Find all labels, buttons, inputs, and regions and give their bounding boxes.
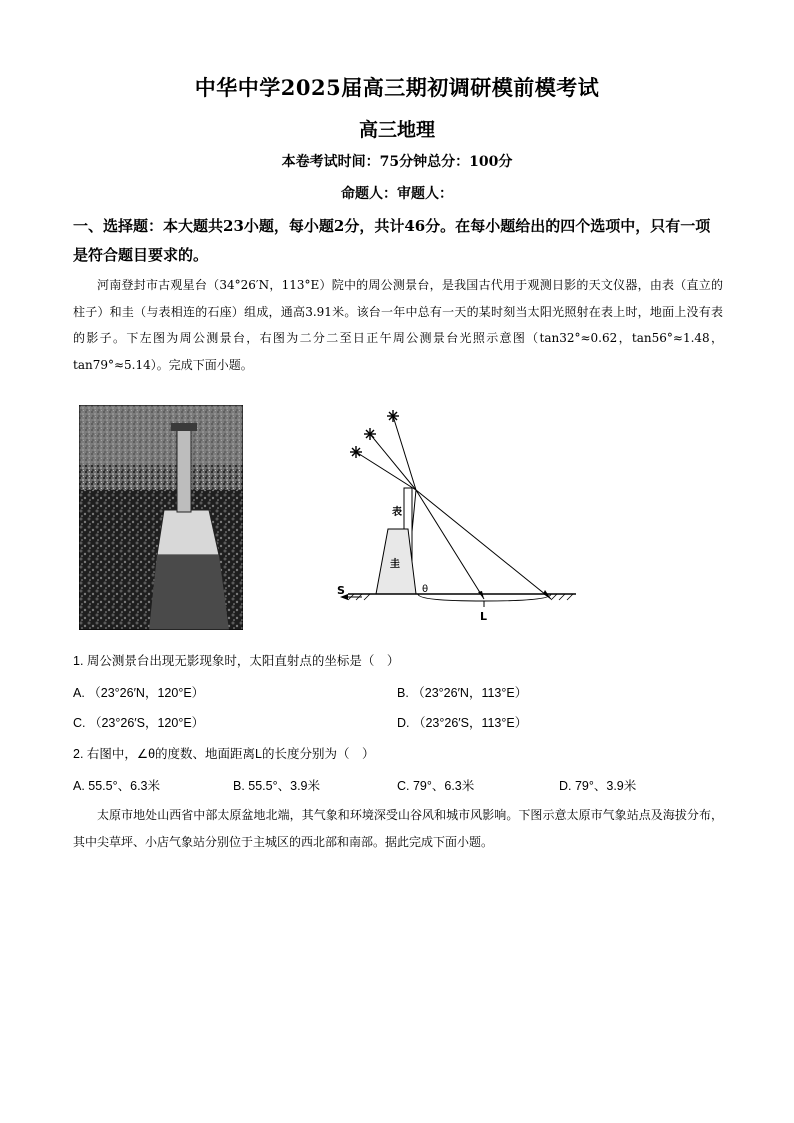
passage-taiyuan: 太原市地处山西省中部太原盆地北端，其气象和环境深受山谷风和城市风影响。下图示意太原市气象站点及海拔分布，其中尖草坪、小店气象站分别位于主城区的西北部和南部。据此完成下面小题。 [73, 808, 723, 849]
passage-observatory: 河南登封市古观星台（34°26′N，113°E）院中的周公测景台，是我国古代用于观测日影的天文仪器，由表（直立的柱子）和圭（与表相连的石座）组成，通高3.91米。该台一年中总有一天的某时刻当太阳光照射在表上时，地面上没有表的影子。下左图为周公测景台，右图为二分二至日正午周公测景台光照示意图（tan32°≈0.62，tan56°≈1.48，tan79°≈5.14）。完成下面小题。 [73, 278, 723, 372]
label-s: S [337, 584, 345, 597]
label-biao: 表 [392, 507, 402, 518]
exam-title: 中华中学2025届高三期初调研模前模考试 [194, 75, 600, 100]
label-theta: θ [422, 584, 429, 595]
section-heading: 一、选择题：本大题共23小题，每小题2分，共计46分。在每小题给出的四个选项中，只有一项是符合题目要求的。 [73, 217, 711, 264]
ground-hatch [348, 594, 573, 600]
question-2-option-c[interactable]: C. 79°、6.3米 [397, 779, 475, 793]
observatory-photo [79, 405, 243, 630]
label-gui: 圭 [390, 559, 400, 570]
question-2-option-b[interactable]: B. 55.5°、3.9米 [233, 779, 320, 793]
label-l: L [480, 610, 488, 623]
question-2-option-d[interactable]: D. 79°、3.9米 [559, 779, 637, 793]
sun-icon [350, 410, 399, 458]
exam-info: 本卷考试时间：75分钟总分：100分 [281, 154, 513, 170]
question-1-option-a[interactable]: A. （23°26′N，120°E） [73, 686, 205, 700]
distance-bracket [418, 594, 551, 601]
exam-subject: 高三地理 [358, 119, 435, 141]
question-1-stem: 1. 周公测景台出现无影现象时，太阳直射点的坐标是（ ） [73, 654, 400, 668]
question-2-stem: 2. 右图中，∠θ的度数、地面距离L的长度分别为（ ） [73, 747, 375, 761]
exam-authors: 命题人：审题人： [341, 186, 453, 202]
illumination-diagram [336, 404, 576, 629]
question-1-option-c[interactable]: C. （23°26′S，120°E） [73, 716, 205, 730]
question-1-option-d[interactable]: D. （23°26′S，113°E） [397, 716, 528, 730]
question-1-option-b[interactable]: B. （23°26′N，113°E） [397, 686, 528, 700]
question-2-option-a[interactable]: A. 55.5°、6.3米 [73, 779, 160, 793]
